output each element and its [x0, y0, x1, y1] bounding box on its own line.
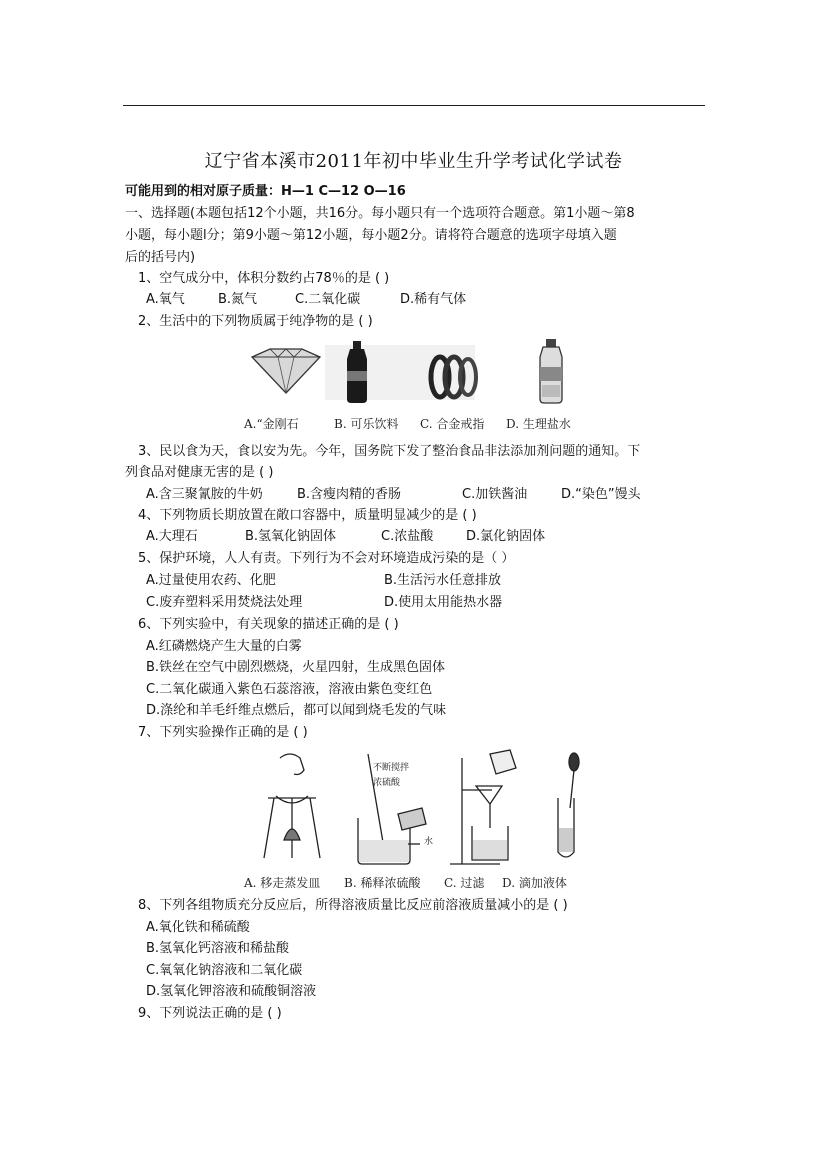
q8-stem: 8、下列各组物质充分反应后，所得溶液质量比反应前溶液质量减小的是 ( ): [138, 898, 568, 913]
atomic-mass-line: 可能用到的相对原子质量：H—1 C—12 O—16: [125, 184, 406, 199]
q8-option-a: A.氧化铁和稀硫酸: [146, 920, 250, 935]
filtration-icon: [450, 750, 516, 864]
q5-option-c: C.废弃塑料采用焚烧法处理: [146, 595, 303, 610]
section1-instruction-3: 后的括号内): [125, 250, 196, 265]
q2-caption-a: A.“金刚石: [244, 417, 299, 431]
header-rule: [123, 105, 705, 106]
cola-bottle-icon: [347, 341, 367, 403]
q9-stem: 9、下列说法正确的是 ( ): [138, 1006, 282, 1021]
q7-label-acid: 浓硫酸: [373, 778, 401, 788]
dropper-test-tube-icon: [558, 753, 579, 857]
q4-stem: 4、下列物质长期放置在敞口容器中，质量明显减少的是 ( ): [138, 508, 477, 523]
q7-label-water: 水: [424, 837, 434, 847]
q3-option-d: D.“染色”馒头: [561, 487, 641, 502]
q1-option-c: C.二氧化碳: [295, 292, 361, 307]
q3-stem-2: 列食品对健康无害的是 ( ): [125, 465, 274, 480]
section1-instruction-1: 一、选择题(本题包括12个小题，共16分。每小题只有一个选项符合题意。第1小题～第8: [125, 206, 635, 221]
section1-instruction-2: 小题，每小题l分；第9小题～第12小题，每小题2分。请将符合题意的选项字母填入题: [125, 228, 617, 243]
q8-option-d: D.氢氧化钾溶液和硫酸铜溶液: [146, 984, 317, 999]
q4-option-a: A.大理石: [146, 529, 198, 544]
q7-stem: 7、下列实验操作正确的是 ( ): [138, 725, 308, 740]
q6-option-a: A.红磷燃烧产生大量的白雾: [146, 639, 302, 654]
q3-option-b: B.含瘦肉精的香肠: [297, 487, 402, 502]
evaporating-dish-icon: [264, 754, 320, 858]
q8-option-c: C.氧氧化钠溶液和二氧化碳: [146, 963, 303, 978]
q4-option-b: B.氢氧化钠固体: [245, 529, 337, 544]
q2-caption-d: D. 生理盐水: [506, 417, 571, 431]
saline-bottle-icon: [540, 339, 562, 403]
q7-label-stir: 不断搅拌: [373, 763, 410, 773]
q2-caption-b: B. 可乐饮料: [334, 417, 399, 431]
q5-stem: 5、保护环境，人人有责。下列行为不会对环境造成污染的是（ ）: [138, 551, 515, 566]
q5-option-a: A.过量使用农药、化肥: [146, 573, 276, 588]
q1-option-d: D.稀有气体: [400, 292, 467, 307]
page-title: 辽宁省本溪市2011年初中毕业生升学考试化学试卷: [204, 151, 623, 172]
q3-stem-1: 3、民以食为天，食以安为先。今年，国务院下发了整治食品非法添加剂问题的通知。下: [138, 444, 641, 459]
q6-option-b: B.铁丝在空气中剧烈燃烧，火星四射，生成黑色固体: [146, 660, 446, 675]
q6-option-c: C.二氧化碳通入紫色石蕊溶液，溶液由紫色变红色: [146, 682, 433, 697]
q2-caption-c: C. 合金戒指: [420, 417, 485, 431]
q7-caption-a: A. 移走蒸发皿: [244, 876, 321, 890]
q1-stem: 1、空气成分中，体积分数约占78％的是 ( ): [138, 271, 390, 286]
q5-option-d: D.使用太用能热水器: [384, 595, 503, 610]
q4-option-c: C.浓盐酸: [381, 529, 434, 544]
q5-option-b: B.生活污水任意排放: [384, 573, 502, 588]
q6-option-d: D.涤纶和羊毛纤维点燃后，都可以闻到烧毛发的气味: [146, 703, 447, 718]
q7-caption-d: D. 滴加液体: [502, 876, 567, 890]
q2-stem: 2、生活中的下列物质属于纯净物的是 ( ): [138, 314, 373, 329]
q8-option-b: B.氢氧化钙溶液和稀盐酸: [146, 941, 290, 956]
q7-illustrations: [240, 748, 600, 868]
q4-option-d: D.氯化钠固体: [466, 529, 546, 544]
q3-option-a: A.含三聚氰胺的牛奶: [146, 487, 263, 502]
diamond-icon: [252, 349, 320, 393]
q7-caption-b: B. 稀释浓硫酸: [344, 876, 421, 890]
q3-option-c: C.加铁酱油: [462, 487, 528, 502]
q1-option-b: B.氮气: [218, 292, 258, 307]
q1-option-a: A.氧气: [146, 292, 185, 307]
q6-stem: 6、下列实验中，有关现象的描述正确的是 ( ): [138, 617, 399, 632]
q7-caption-c: C. 过滤: [444, 876, 485, 890]
q2-figure: [240, 335, 600, 435]
q7-figure: [240, 748, 600, 893]
